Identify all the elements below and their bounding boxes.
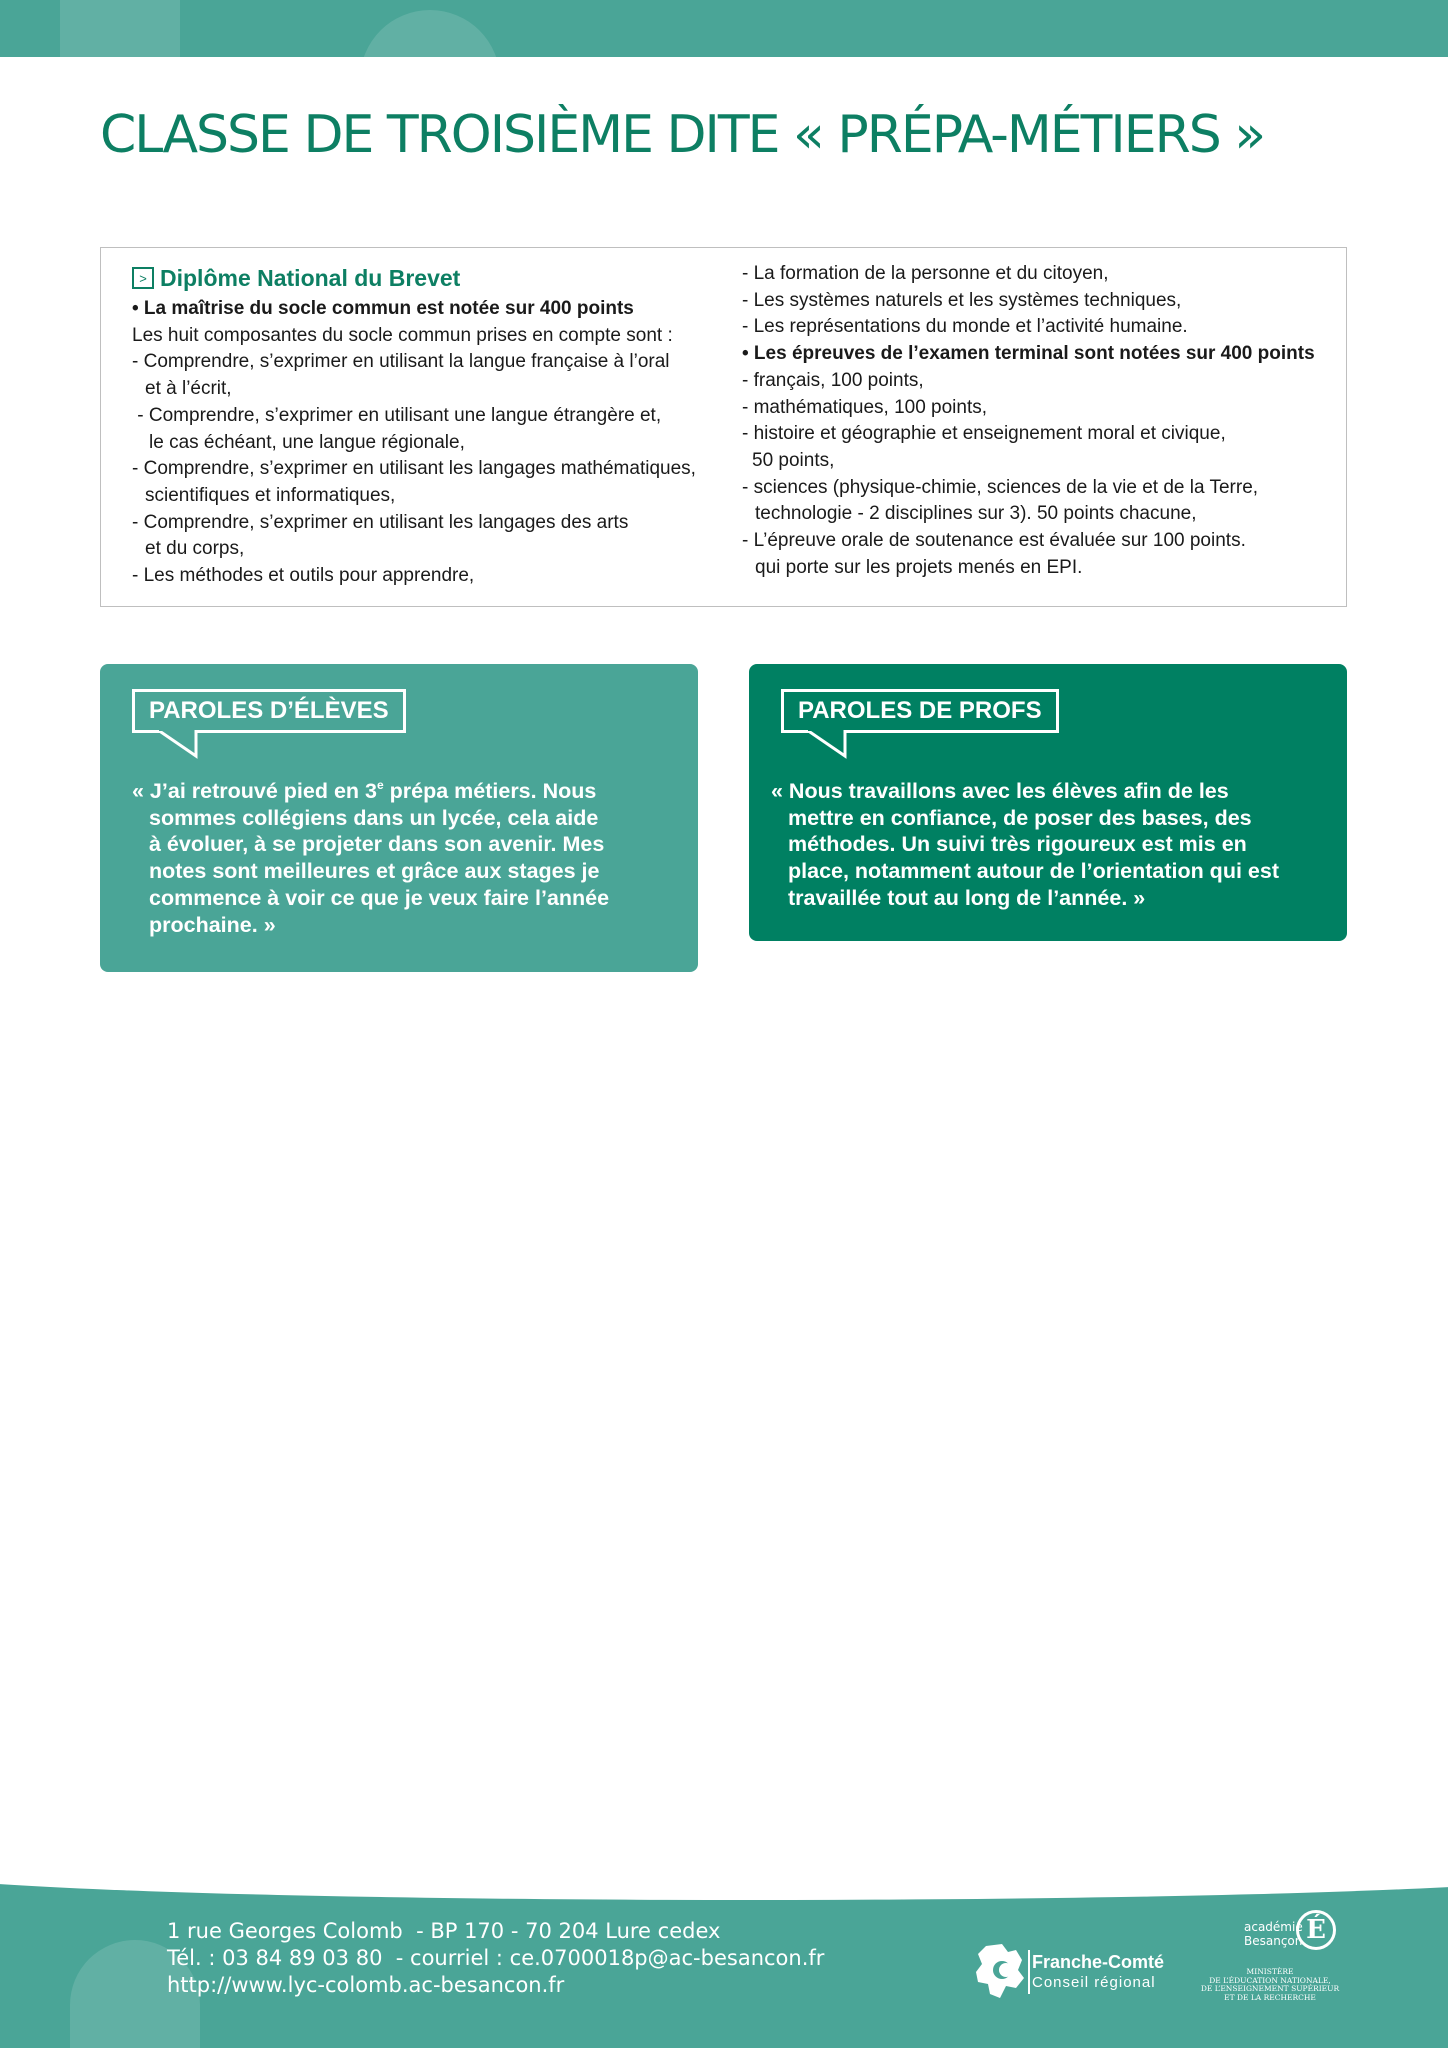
- teacher-quote-card: [749, 664, 1347, 941]
- footer-phone-email: Tél. : 03 84 89 03 80 - courriel : ce.0700018p@ac-besancon.fr: [167, 1946, 825, 1970]
- list-item: - Les représentations du monde et l’activité humaine.: [742, 316, 1188, 338]
- list-item: - français, 100 points,: [742, 369, 924, 391]
- quote-text-part: prépa métiers. Nous: [383, 779, 597, 803]
- ministry-line: ET DE LA RECHERCHE: [1224, 1992, 1316, 2002]
- ministry-line: DE L’ÉDUCATION NATIONALE,: [1209, 1975, 1331, 1985]
- list-item: - mathématiques, 100 points,: [742, 396, 988, 418]
- footer-website-link[interactable]: http://www.lyc-colomb.ac-besancon.fr: [167, 1973, 565, 1997]
- quote-line: « Nous travaillons avec les élèves afin de les: [771, 779, 1229, 803]
- region-subtitle: Conseil régional: [1032, 1974, 1156, 1991]
- list-item: technologie - 2 disciplines sur 3). 50 points chacune,: [755, 503, 1197, 525]
- superscript: e: [376, 778, 384, 792]
- quote-line: travaillée tout au long de l’année. »: [788, 885, 1146, 910]
- list-item: - Comprendre, s’exprimer en utilisant les langages des arts: [132, 511, 629, 533]
- list-item: - La formation de la personne et du citoyen,: [742, 263, 1109, 284]
- list-item: - Les méthodes et outils pour apprendre,: [132, 565, 475, 587]
- quote-line: sommes collégiens dans un lycée, cela aide: [149, 805, 599, 830]
- divider: [1028, 1950, 1030, 1994]
- list-item: - Comprendre, s’exprimer en utilisant les langages mathématiques,: [132, 458, 696, 480]
- list-item: • Les épreuves de l’examen terminal sont notées sur 400 points: [742, 343, 1315, 365]
- decorative-swirl: [60, 0, 180, 57]
- quote-line: place, notamment autour de l’orientation qui est: [788, 859, 1279, 884]
- region-name: Franche-Comté: [1032, 1952, 1165, 1972]
- list-item: - Comprendre, s’exprimer en utilisant la langue française à l’oral: [132, 351, 670, 373]
- ministry-line: DE L’ENSEIGNEMENT SUPÉRIEUR: [1200, 1984, 1340, 1993]
- speech-bubble-label: [132, 689, 406, 733]
- list-item: - L’épreuve orale de soutenance est évaluée sur 100 points.: [742, 530, 1246, 552]
- academy-e-icon: É: [1296, 1910, 1336, 1950]
- academy-line: Besançon: [1244, 1934, 1303, 1948]
- quote-line: prochaine. »: [149, 912, 276, 937]
- list-item: Les huit composantes du socle commun prises en compte sont :: [132, 324, 673, 346]
- list-item: scientifiques et informatiques,: [145, 484, 396, 506]
- brevet-heading: [132, 263, 722, 293]
- student-quote-card: [100, 664, 698, 972]
- list-item: • La maîtrise du socle commun est notée sur 400 points: [132, 298, 634, 319]
- footer-contact: [167, 1918, 824, 1999]
- speech-bubble-tail-icon: [132, 730, 202, 760]
- page-title: CLASSE DE TROISIÈME DITE « PRÉPA-MÉTIERS »: [100, 105, 1265, 165]
- footer-address: 1 rue Georges Colomb - BP 170 - 70 204 Lure cedex: [167, 1919, 721, 1943]
- ministry-text: [1200, 1968, 1340, 2002]
- teacher-quote-text: [771, 778, 1279, 912]
- franche-comte-region-icon: [972, 1942, 1028, 2002]
- ministry-line: MINISTÈRE: [1246, 1967, 1294, 1976]
- list-item: - Les systèmes naturels et les systèmes techniques,: [742, 289, 1182, 311]
- quote-line: notes sont meilleures et grâce aux stages je: [149, 859, 600, 884]
- list-item: - histoire et géographie et enseignement moral et civique,: [742, 423, 1226, 445]
- franche-comte-logo: [972, 1942, 1192, 2006]
- quote-line: méthodes. Un suivi très rigoureux est mis en: [788, 832, 1247, 857]
- decorative-swirl: [360, 10, 500, 57]
- top-decorative-band: [0, 0, 1448, 57]
- brevet-right-column: [742, 261, 1342, 581]
- quote-text-part: « J’ai retrouvé pied en 3: [132, 779, 377, 803]
- quote-line: mettre en confiance, de poser des bases, des: [788, 805, 1252, 830]
- list-item: - sciences (physique-chimie, sciences de la vie et de la Terre,: [742, 476, 1259, 498]
- list-item: qui porte sur les projets menés en EPI.: [755, 556, 1083, 578]
- list-item: et du corps,: [145, 538, 245, 560]
- list-item: 50 points,: [752, 449, 835, 471]
- quote-line: à évoluer, à se projeter dans son avenir. Mes: [149, 832, 605, 857]
- quote-line: [132, 778, 609, 805]
- list-item: le cas échéant, une langue régionale,: [149, 431, 465, 453]
- teacher-quote-label: PAROLES DE PROFS: [798, 697, 1042, 724]
- list-item: - Comprendre, s’exprimer en utilisant une langue étrangère et,: [132, 404, 662, 426]
- academie-besancon-logo: [1200, 1896, 1340, 2006]
- quote-line: commence à voir ce que je veux faire l’année: [149, 885, 610, 910]
- speech-bubble-label: [781, 689, 1059, 733]
- arrow-right-icon: >: [132, 267, 154, 289]
- list-item: et à l’écrit,: [145, 378, 232, 400]
- brevet-left-column: [132, 263, 722, 590]
- student-quote-label: PAROLES D’ÉLÈVES: [149, 697, 389, 724]
- speech-bubble-tail-icon: [781, 730, 851, 760]
- brevet-heading-text: Diplôme National du Brevet: [160, 265, 461, 291]
- student-quote-text: [132, 778, 609, 938]
- brevet-info-box: [100, 247, 1347, 607]
- academy-line: académie: [1244, 1920, 1303, 1934]
- academy-name: [1244, 1920, 1303, 1948]
